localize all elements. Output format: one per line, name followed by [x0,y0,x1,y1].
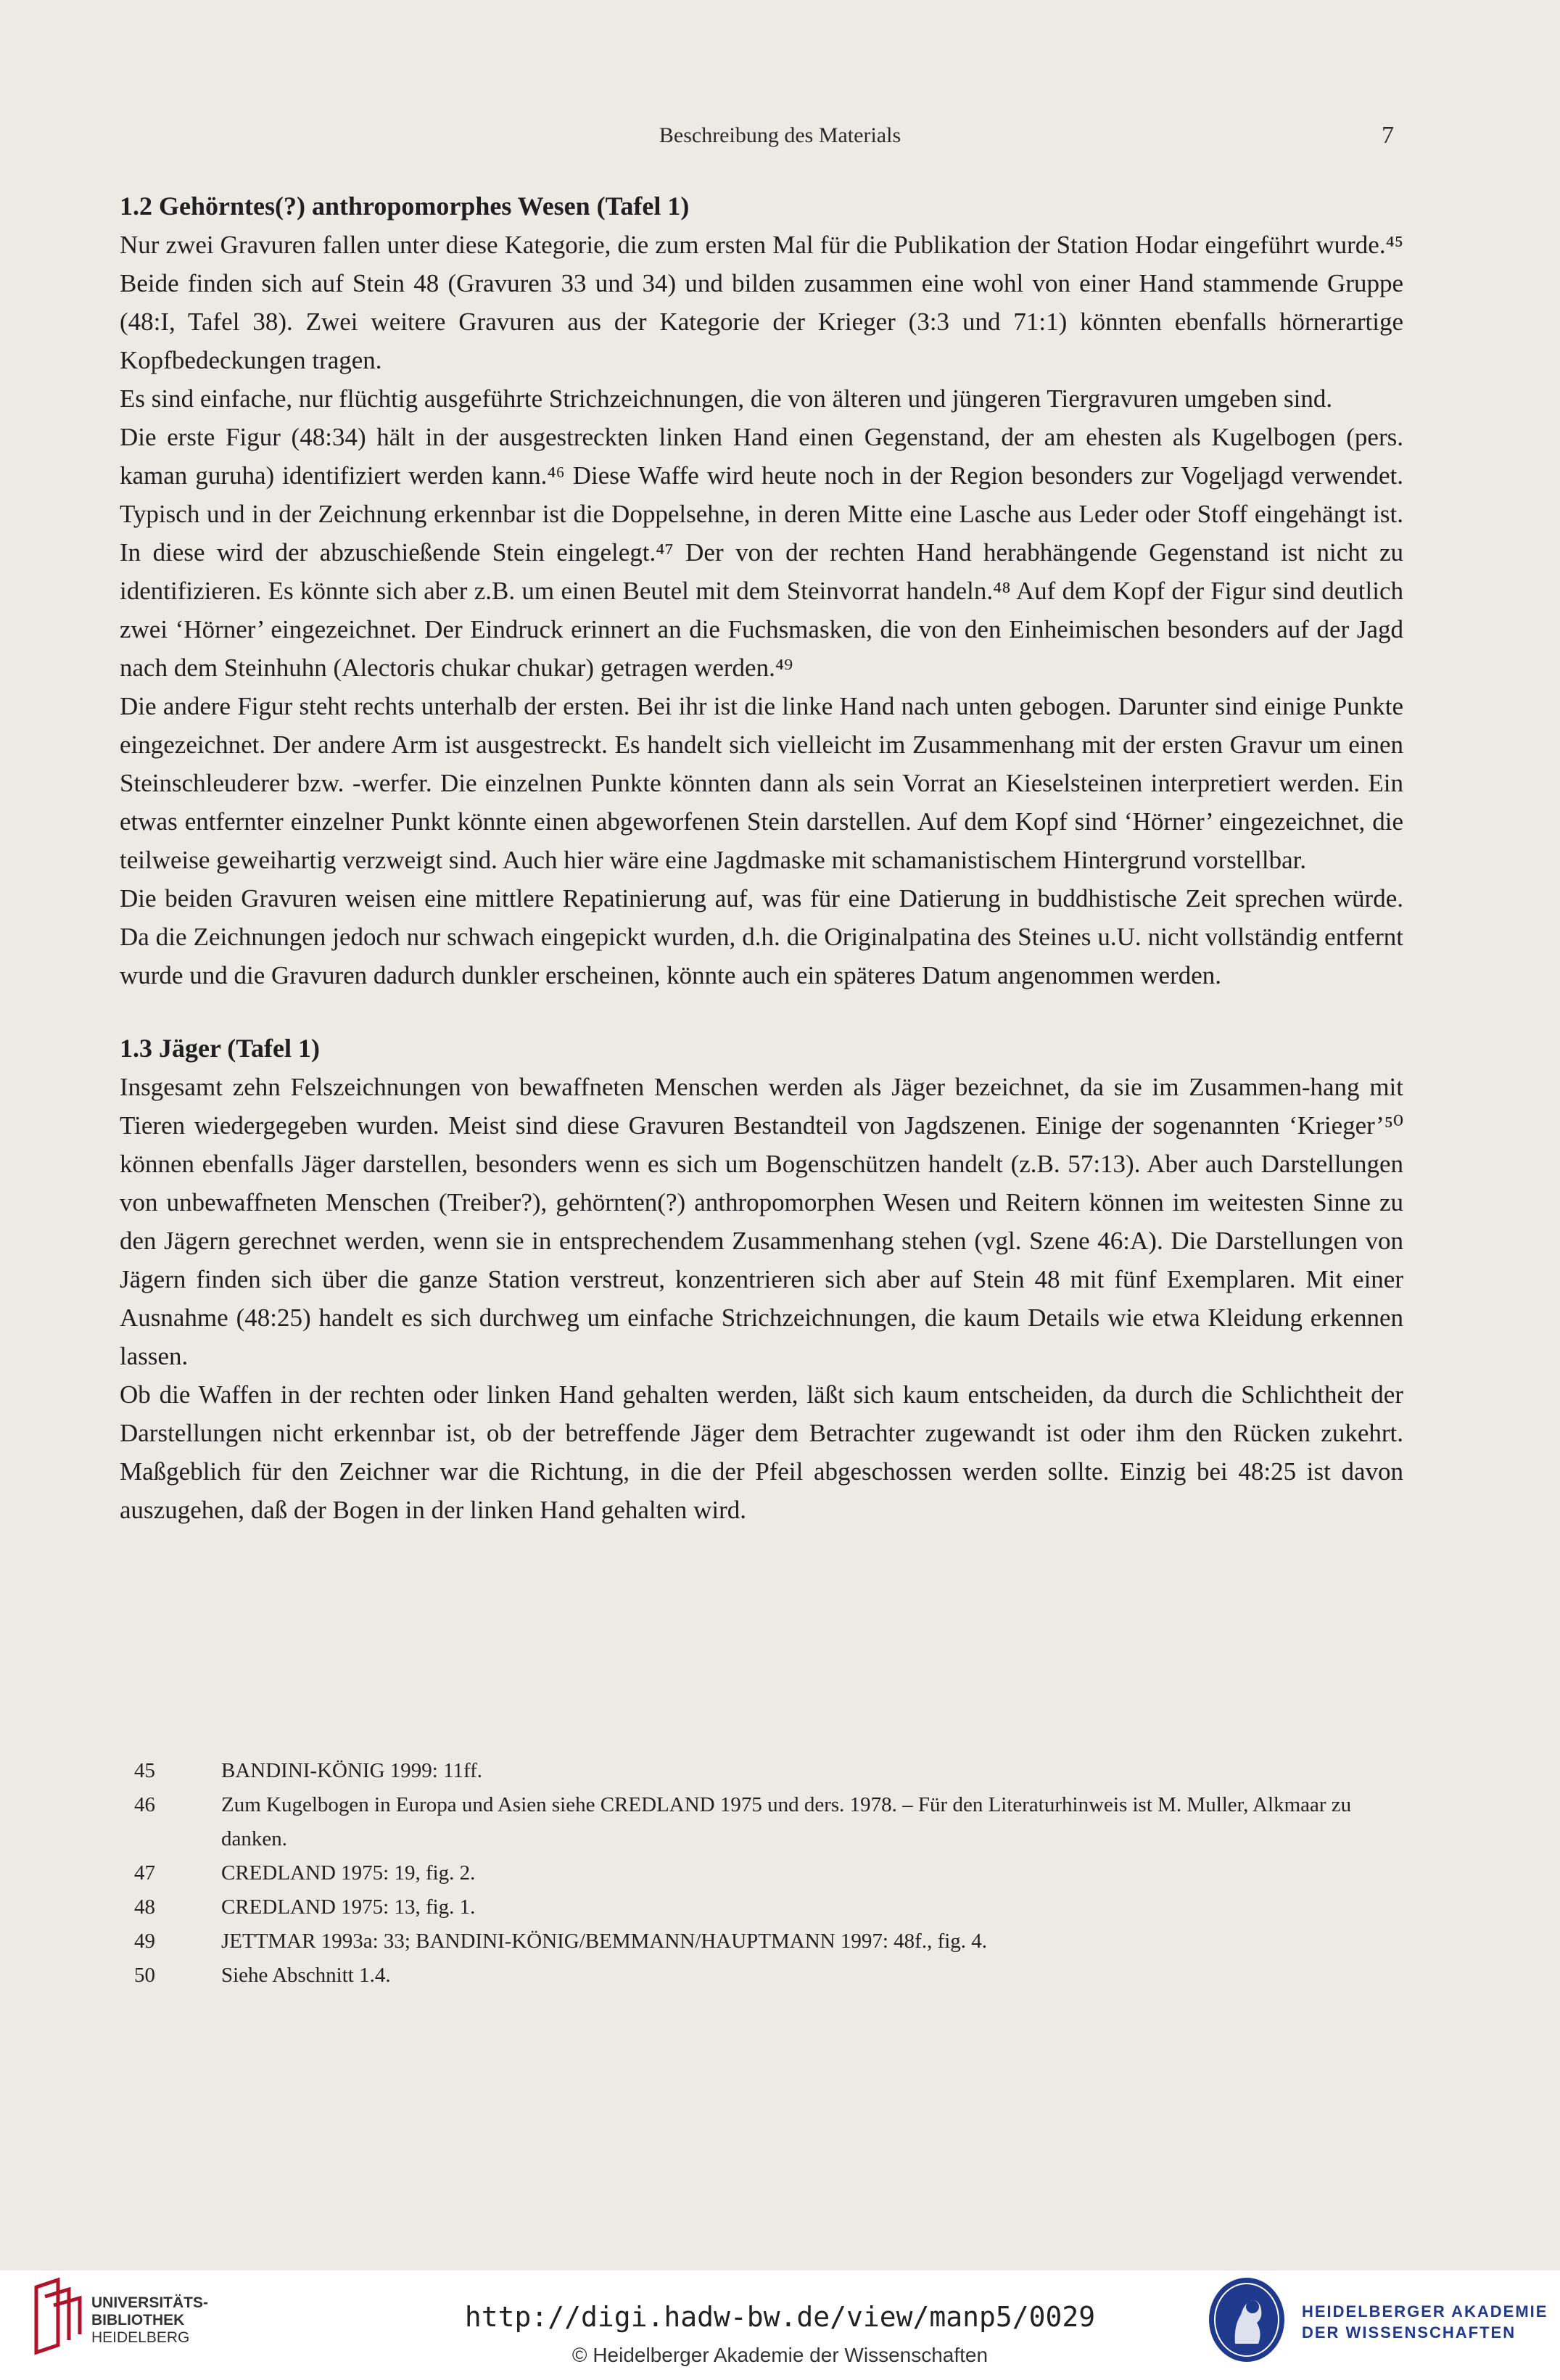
ub-line-1: UNIVERSITÄTS- [91,2294,209,2311]
copyright-notice: © Heidelberger Akademie der Wissenschaften [571,2344,989,2366]
footnote-text: JETTMAR 1993a: 33; BANDINI-KÖNIG/BEMMANN/HAUPTMANN 1997: 48f., fig. 4. [221,1930,988,1953]
footnote-number: 47 [134,1861,155,1885]
paragraph: Es sind einfache, nur flüchtig ausgeführte Strichzeichnungen, die von älteren und jüngeren Tiergravuren umgeben sind. [120,384,1333,413]
footnotes [134,1754,1418,1993]
footnote-number: 49 [134,1930,155,1953]
paragraph: Die erste Figur (48:34) hält in der ausgestreckten linken Hand einen Gegenstand, der am ehesten als Kugelbogen (pers. kaman guruha) identifiziert werden kann.⁴⁶ Diese Waffe wird heute noch in der Region besonders zur Vogeljagd verwendet. Typisch und in der Zeichnung erkennbar ist die Doppelsehne, in deren Mitte eine Lasche aus Leder oder Stoff eingehängt ist. In diese wird der abzuschießende Stein eingelegt.⁴⁷ Der von der rechten Hand herabhängende Gegenstand ist nicht zu identifizieren. Es könnte sich aber z.B. um einen Beutel mit dem Steinvorrat handeln.⁴⁸ Auf dem Kopf der Figur sind deutlich zwei ‘Hörner’ eingezeichnet. Der Eindruck erinnert an die Fuchsmasken, die von den Einheimischen besonders auf der Jagd nach dem Steinhuhn (Alectoris chukar chukar) getragen werden.⁴⁹ [120,423,1403,682]
footnote-text: CREDLAND 1975: 13, fig. 1. [221,1895,476,1919]
footnote-number: 45 [134,1759,155,1782]
permalink-url[interactable]: http://digi.hadw-bw.de/view/manp5/0029 [464,2301,1096,2333]
footnote-text: BANDINI-KÖNIG 1999: 11ff. [221,1759,483,1782]
running-head: Beschreibung des Materials [659,123,901,147]
footnote-text: Zum Kugelbogen in Europa und Asien siehe CREDLAND 1975 und ders. 1978. – Für den Literaturhinweis ist M. Muller, Alkmaar zu danken. [221,1793,1352,1850]
ub-line-3: HEIDELBERG [91,2329,190,2346]
academy-line-2: DER WISSENSCHAFTEN [1302,2323,1516,2342]
academy-label [1302,2301,1548,2343]
footnote-text: CREDLAND 1975: 19, fig. 2. [221,1861,476,1885]
academy-seal-icon [1206,2275,1287,2365]
footnote-number: 50 [134,1964,155,1987]
footnote [134,1856,1418,1890]
section-heading: 1.3 Jäger (Tafel 1) [120,1034,320,1063]
footnote-number: 48 [134,1895,155,1919]
footnote-number: 46 [134,1793,155,1816]
footnote-text: Siehe Abschnitt 1.4. [221,1964,391,1987]
ub-line-2: BIBLIOTHEK [91,2312,185,2328]
paragraph: Ob die Waffen in der rechten oder linken Hand gehalten werden, läßt sich kaum entscheiden, da durch die Schlichtheit der Darstellungen nicht erkennbar ist, ob der betreffende Jäger dem Betrachter zugewandt ist oder ihm den Rücken zukehrt. Maßgeblich für den Zeichner war die Richtung, in die der Pfeil abgeschossen werden sollte. Einzig bei 48:25 ist davon auszugehen, daß der Bogen in der linken Hand gehalten wird. [120,1380,1403,1524]
paragraph: Insgesamt zehn Felszeichnungen von bewaffneten Menschen werden als Jäger bezeichnet, da sie im Zusammen-hang mit Tieren wiedergegeben wurden. Meist sind diese Gravuren Bestandteil von Jagdszenen. Einige der sogenannten ‘Krieger’⁵⁰ können ebenfalls Jäger darstellen, besonders wenn es sich um Bogenschützen handelt (z.B. 57:13). Aber auch Darstellungen von unbewaffneten Menschen (Treiber?), gehörnten(?) anthropomorphen Wesen und Reitern können im weitesten Sinne zu den Jägern gerechnet werden, wenn sie in entsprechendem Zusammenhang stehen (vgl. Szene 46:A). Die Darstellungen von Jägern finden sich über die ganze Station verstreut, konzentrieren sich aber auf Stein 48 mit fünf Exemplaren. Mit einer Ausnahme (48:25) handelt es sich durchweg um einfache Strichzeichnungen, die kaum Details wie etwa Kleidung erkennen lassen. [120,1073,1403,1370]
footnote [134,1924,1418,1959]
paragraph: Die andere Figur steht rechts unterhalb der ersten. Bei ihr ist die linke Hand nach unten gebogen. Darunter sind einige Punkte eingezeichnet. Der andere Arm ist ausgestreckt. Es handelt sich vielleicht im Zusammenhang mit der ersten Gravur um einen Steinschleuderer bzw. -werfer. Die einzelnen Punkte könnten dann als sein Vorrat an Kieselsteinen interpretiert werden. Ein etwas entfernter einzelner Punkt könnte einen abgeworfenen Stein darstellen. Auf dem Kopf sind ‘Hörner’ eingezeichnet, die teilweise geweihartig verzweigt sind. Auch hier wäre eine Jagdmaske mit schamanistischem Hintergrund vorstellbar. [120,692,1403,874]
academy-line-1: HEIDELBERGER AKADEMIE [1302,2302,1548,2321]
paragraph: Die beiden Gravuren weisen eine mittlere Repatinierung auf, was für eine Datierung in buddhistische Zeit sprechen würde. Da die Zeichnungen jedoch nur schwach eingepickt wurden, d.h. die Originalpatina des Steines u.U. nicht vollständig entfernt wurde und die Gravuren dadurch dunkler erscheinen, könnte auch ein späteres Datum angenommen werden. [120,884,1403,989]
section-heading: 1.2 Gehörntes(?) anthropomorphes Wesen (Tafel 1) [120,192,690,221]
body-text [120,187,1403,1529]
footnote [134,1754,1418,1788]
paragraph: Nur zwei Gravuren fallen unter diese Kategorie, die zum ersten Mal für die Publikation der Station Hodar eingeführt wurde.⁴⁵ Beide finden sich auf Stein 48 (Gravuren 33 und 34) und bilden zusammen eine wohl von einer Hand stammende Gruppe (48:I, Tafel 38). Zwei weitere Gravuren aus der Kategorie der Krieger (3:3 und 71:1) könnten ebenfalls hörnerartige Kopfbedeckungen tragen. [120,231,1403,374]
footnote [134,1959,1418,1993]
footnote [134,1890,1418,1924]
page-number: 7 [1382,122,1394,149]
footnote [134,1788,1418,1856]
